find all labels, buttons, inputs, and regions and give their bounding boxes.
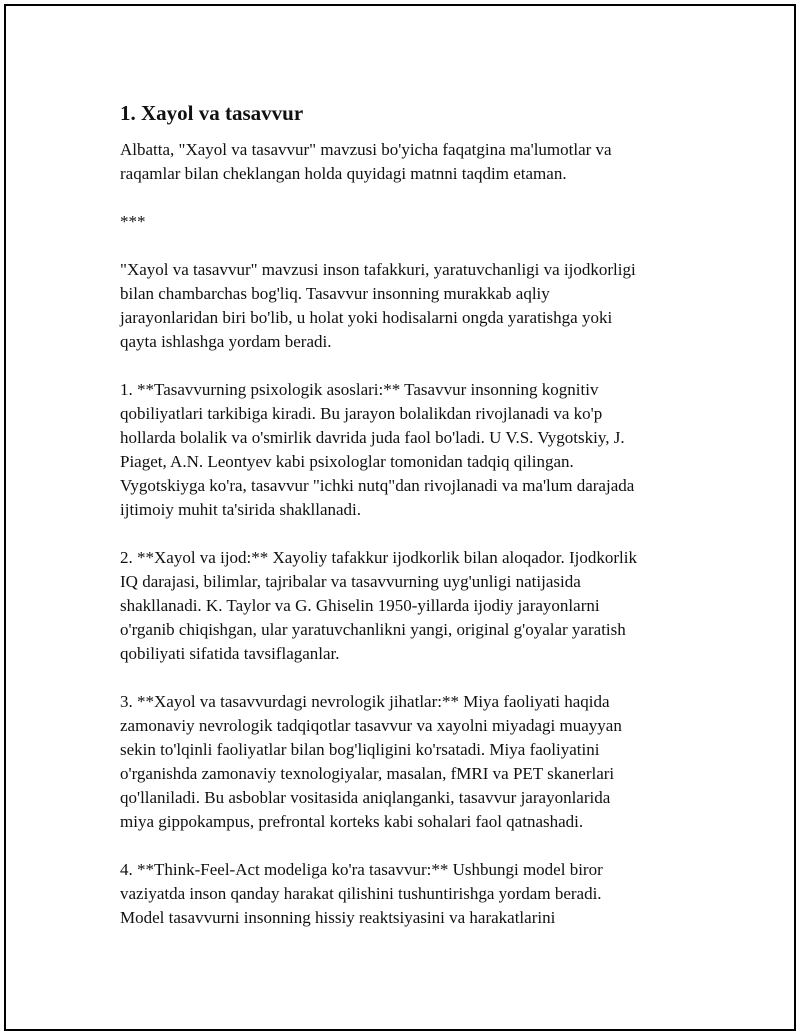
paragraph-neurological-aspects: 3. **Xayol va tasavvurdagi nevrologik jihatlar:** Miya faoliyati haqida zamonaviy nevrologik tadqiqotlar tasavvur va xayolni miyadagi muayyan sekin to'lqinli faoliyatlar bilan bog'liqligini ko'rsatadi. Miya faoliyatini o'rganishda zamonaviy texnologiyalar, masalan, fMRI va PET skanerlari qo'llaniladi. Bu asboblar vositasida aniqlanganki, tasavvur jarayonlarida miya gippokampus, prefrontal korteks kabi sohalari faol qatnashadi. [120, 692, 622, 831]
document-title: 1. Xayol va tasavvur [120, 101, 304, 125]
paragraph-imagination-and-creativity: 2. **Xayol va ijod:** Xayoliy tafakkur ijodkorlik bilan aloqador. Ijodkorlik IQ darajasi, bilimlar, tajribalar va tasavvurning uyg'unligi natijasida shakllanadi. K. Taylor va G. Ghiselin 1950-yillarda ijodiy jarayonlarni o'rganib chiqishgan, ular yaratuvchanlikni yangi, original g'oyalar yaratish qobiliyati sifatida tavsiflaganlar. [120, 548, 637, 663]
section-separator: *** [120, 212, 146, 231]
intro-paragraph: Albatta, "Xayol va tasavvur" mavzusi bo'yicha faqatgina ma'lumotlar va raqamlar bilan cheklangan holda quyidagi matnni taqdim etaman. [120, 140, 612, 183]
paragraph-psychological-basis: 1. **Tasavvurning psixologik asoslari:** Tasavvur insonning kognitiv qobiliyatlari tarkibiga kiradi. Bu jarayon bolalikdan rivojlanadi va ko'p hollarda bolalik va o'smirlik davrida juda faol bo'ladi. U V.S. Vygotskiy, J. Piaget, A.N. Leontyev kabi psixologlar tomonidan tadqiq qilingan. Vygotskiyga ko'ra, tasavvur "ichki nutq"dan rivojlanadi va ma'lum darajada ijtimoiy muhit ta'sirida shakllanadi. [120, 380, 635, 519]
overview-paragraph: "Xayol va tasavvur" mavzusi inson tafakkuri, yaratuvchanligi va ijodkorligi bilan chambarchas bog'liq. Tasavvur insonning murakkab aqliy jarayonlaridan biri bo'lib, u holat yoki hodisalarni ongda yaratishga yoki qayta ishlashga yordam beradi. [120, 260, 636, 351]
paragraph-think-feel-act: 4. **Think-Feel-Act modeliga ko'ra tasavvur:** Ushbungi model biror vaziyatda inson qanday harakat qilishini tushuntirishga yordam beradi. Model tasavvurni insonning hissiy reaktsiyasini va harakatlarini [120, 860, 603, 927]
document-body [120, 100, 700, 954]
document-page [4, 4, 796, 1031]
